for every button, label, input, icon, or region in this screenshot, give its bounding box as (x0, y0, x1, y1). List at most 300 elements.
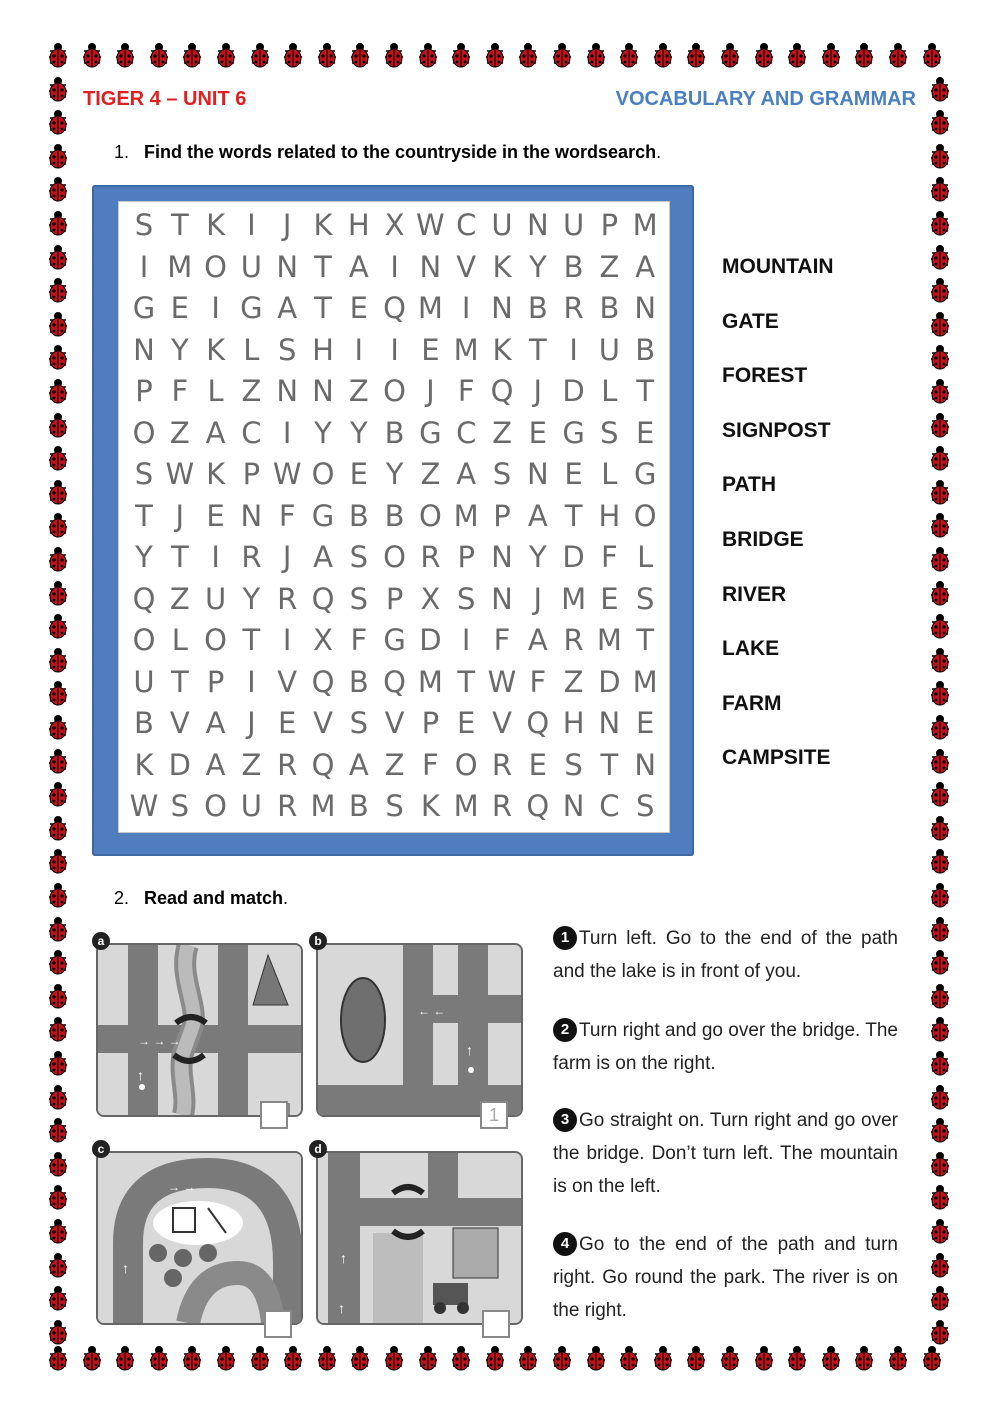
grid-letter[interactable]: M (417, 291, 443, 325)
grid-letter[interactable]: I (139, 249, 149, 284)
grid-letter[interactable]: V (492, 706, 512, 740)
grid-letter[interactable]: L (243, 332, 260, 367)
ladybug-icon (929, 882, 951, 908)
grid-letter[interactable]: G (311, 498, 335, 533)
grid-letter[interactable]: G (419, 415, 442, 450)
grid-letter[interactable]: U (204, 581, 227, 616)
grid-letter[interactable]: Y (242, 581, 261, 616)
grid-letter[interactable]: L (207, 374, 224, 408)
grid-letter[interactable]: P (457, 540, 475, 574)
grid-letter[interactable]: K (134, 747, 154, 782)
grid-letter[interactable]: V (456, 249, 477, 284)
grid-letter[interactable]: D (562, 540, 585, 574)
grid-letter[interactable]: D (562, 374, 585, 408)
grid-letter[interactable]: T (600, 747, 619, 782)
ladybug-icon (929, 445, 951, 471)
grid-letter[interactable]: T (314, 249, 332, 284)
grid-row (119, 246, 669, 288)
grid-letter[interactable]: Z (241, 747, 262, 782)
grid-letter[interactable]: S (277, 332, 297, 367)
ladybug-icon (719, 1345, 741, 1371)
grid-letter[interactable]: N (276, 374, 299, 408)
ladybug-icon (929, 412, 951, 438)
grid-letter[interactable]: M (453, 332, 479, 367)
grid-letter[interactable]: L (637, 540, 654, 574)
word-list-item: GATE (722, 309, 779, 333)
grid-letter[interactable]: S (170, 789, 189, 823)
grid-letter[interactable]: A (527, 623, 548, 657)
grid-letter[interactable]: P (600, 208, 619, 242)
ladybug-icon (47, 680, 69, 706)
grid-letter[interactable]: B (599, 291, 620, 325)
grid-letter[interactable]: N (491, 291, 513, 325)
grid-letter[interactable]: O (383, 540, 406, 574)
ladybug-icon (47, 1050, 69, 1076)
ladybug-icon (215, 1345, 237, 1371)
grid-letter[interactable]: H (347, 208, 370, 242)
grid-letter[interactable]: M (453, 498, 479, 533)
grid-letter[interactable]: M (596, 623, 622, 657)
grid-letter[interactable]: Z (348, 374, 369, 408)
grid-letter[interactable]: A (205, 706, 226, 740)
map-d-illustration (318, 1153, 521, 1323)
grid-letter[interactable]: Q (526, 706, 550, 740)
svg-text:↑: ↑ (137, 1067, 144, 1083)
grid-row (119, 329, 669, 371)
grid-letter[interactable]: Z (492, 415, 512, 450)
answer-box-d[interactable] (482, 1310, 510, 1338)
grid-letter[interactable]: I (211, 540, 220, 574)
grid-letter[interactable]: R (491, 789, 513, 823)
answer-box-c[interactable] (264, 1310, 292, 1338)
grid-letter[interactable]: C (456, 208, 477, 242)
grid-letter[interactable]: M (167, 249, 193, 284)
ladybug-icon (929, 1016, 951, 1042)
grid-letter[interactable]: T (528, 332, 547, 367)
grid-letter[interactable]: J (175, 498, 185, 533)
grid-letter[interactable]: O (204, 789, 227, 823)
grid-letter[interactable]: M (417, 664, 443, 699)
grid-letter[interactable]: M (561, 581, 587, 616)
picture-b (316, 943, 523, 1117)
grid-letter[interactable]: O (383, 374, 406, 408)
grid-letter[interactable]: R (491, 747, 513, 782)
grid-letter[interactable]: T (170, 540, 189, 574)
grid-letter[interactable]: Y (135, 540, 153, 574)
grid-letter[interactable]: E (170, 291, 189, 325)
grid-letter[interactable]: X (384, 208, 405, 242)
grid-letter[interactable]: O (454, 747, 478, 782)
ladybug-icon (47, 1151, 69, 1177)
grid-letter[interactable]: R (420, 540, 441, 574)
grid-letter[interactable]: B (348, 789, 369, 823)
grid-letter[interactable]: B (384, 415, 405, 450)
grid-letter[interactable]: S (385, 789, 404, 823)
grid-letter[interactable]: S (635, 789, 655, 823)
ladybug-icon (929, 1084, 951, 1110)
grid-letter[interactable]: E (278, 706, 297, 740)
word-list-item: BRIDGE (722, 528, 804, 551)
grid-letter[interactable]: E (206, 498, 225, 533)
svg-text:→ → →: → → → (138, 1034, 181, 1048)
exercise-1-text: Find the words related to the countryside in the wordsearch (144, 142, 657, 162)
ladybug-icon (929, 680, 951, 706)
grid-letter[interactable]: Y (170, 332, 189, 367)
grid-letter[interactable]: C (241, 415, 262, 450)
grid-letter[interactable]: Q (311, 664, 335, 699)
grid-letter[interactable]: F (529, 664, 547, 699)
grid-letter[interactable]: B (384, 498, 405, 533)
grid-letter[interactable]: I (247, 664, 256, 699)
grid-letter[interactable]: S (349, 540, 368, 574)
grid-letter[interactable]: B (527, 291, 548, 325)
ladybug-icon (929, 848, 951, 874)
grid-letter[interactable]: N (276, 249, 299, 284)
sentence-text: Go straight on. Turn right and go over the bridge. Don’t turn left. The mountain is on the left. (553, 1110, 898, 1197)
grid-letter[interactable]: L (601, 374, 618, 408)
grid-letter[interactable]: Z (420, 457, 441, 491)
grid-letter[interactable]: E (564, 457, 583, 491)
grid-letter[interactable]: S (635, 581, 655, 616)
grid-letter[interactable]: A (277, 291, 298, 325)
grid-letter[interactable]: N (562, 789, 585, 823)
grid-letter[interactable]: G (562, 415, 585, 450)
ladybug-icon (921, 1345, 943, 1371)
grid-letter[interactable]: N (419, 249, 442, 284)
grid-letter[interactable]: X (420, 581, 441, 616)
grid-letter[interactable]: C (599, 789, 620, 823)
grid-letter[interactable]: S (564, 747, 583, 782)
grid-letter[interactable]: A (635, 249, 656, 284)
wordsearch-grid[interactable] (118, 201, 670, 833)
grid-letter[interactable]: Q (311, 581, 335, 616)
grid-letter[interactable]: V (313, 706, 333, 740)
grid-letter[interactable]: W (272, 457, 302, 491)
ladybug-icon (921, 42, 943, 68)
grid-letter[interactable]: T (170, 208, 189, 242)
ladybug-icon (47, 983, 69, 1009)
grid-letter[interactable]: D (168, 747, 191, 782)
grid-letter[interactable]: F (278, 498, 296, 533)
grid-letter[interactable]: U (491, 208, 513, 242)
grid-letter[interactable]: Y (528, 540, 547, 574)
grid-letter[interactable]: P (493, 498, 511, 533)
answer-box-b[interactable]: 1 (480, 1101, 508, 1129)
grid-letter[interactable]: P (385, 581, 404, 616)
grid-letter[interactable]: G (383, 623, 406, 657)
grid-letter[interactable]: K (206, 208, 226, 242)
grid-letter[interactable]: F (350, 623, 368, 657)
grid-letter[interactable]: J (533, 581, 543, 616)
grid-letter[interactable]: A (205, 415, 226, 450)
grid-letter[interactable]: N (133, 332, 155, 367)
grid-letter[interactable]: E (528, 747, 547, 782)
grid-letter[interactable]: J (282, 208, 292, 242)
grid-letter[interactable]: Q (490, 374, 514, 408)
grid-letter[interactable]: S (456, 581, 476, 616)
grid-letter[interactable]: I (461, 291, 471, 325)
ladybug-icon (47, 244, 69, 270)
grid-letter[interactable]: O (311, 457, 335, 491)
ladybug-icon (853, 1345, 875, 1371)
grid-letter[interactable]: Y (349, 415, 368, 450)
ladybug-icon (249, 1345, 271, 1371)
grid-letter[interactable]: G (633, 457, 657, 491)
grid-letter[interactable]: F (601, 540, 618, 574)
grid-letter[interactable]: J (247, 706, 256, 740)
exercise-1-number: 1. (114, 142, 130, 162)
grid-letter[interactable]: I (569, 332, 578, 367)
ladybug-icon (929, 143, 951, 169)
ladybug-icon (929, 1252, 951, 1278)
grid-letter[interactable]: H (312, 332, 334, 367)
grid-letter[interactable]: D (419, 623, 442, 657)
grid-letter[interactable]: Z (169, 415, 190, 450)
grid-letter[interactable]: J (533, 374, 543, 408)
grid-letter[interactable]: S (600, 415, 619, 450)
map-c-illustration (98, 1153, 301, 1323)
grid-letter[interactable]: M (310, 789, 336, 823)
grid-letter[interactable]: J (282, 540, 292, 574)
ladybug-icon (47, 1252, 69, 1278)
grid-letter[interactable]: O (132, 415, 156, 450)
grid-letter[interactable]: Q (132, 581, 156, 616)
grid-letter[interactable]: B (348, 498, 369, 533)
grid-letter[interactable]: T (457, 664, 476, 699)
exercise-2-text: Read and match (144, 888, 284, 908)
grid-letter[interactable]: T (564, 498, 583, 533)
grid-letter[interactable]: N (526, 208, 549, 242)
grid-letter[interactable]: E (457, 706, 476, 740)
grid-letter[interactable]: A (348, 249, 369, 284)
grid-letter[interactable]: Z (241, 374, 262, 408)
exercise-2-instruction (114, 888, 288, 909)
grid-letter[interactable]: W (129, 789, 159, 823)
grid-letter[interactable]: P (206, 664, 225, 699)
grid-letter[interactable]: Q (311, 747, 335, 782)
ladybug-icon (47, 748, 69, 774)
ladybug-icon (929, 1184, 951, 1210)
grid-letter[interactable]: U (598, 332, 620, 367)
grid-letter[interactable]: Z (384, 747, 405, 782)
grid-letter[interactable]: O (204, 623, 227, 657)
grid-letter[interactable]: M (453, 789, 479, 823)
grid-letter[interactable]: N (491, 540, 513, 574)
ladybug-icon (929, 546, 951, 572)
grid-letter[interactable]: O (633, 498, 657, 533)
grid-letter[interactable]: T (170, 664, 189, 699)
grid-letter[interactable]: Y (385, 457, 404, 491)
grid-letter[interactable]: K (313, 208, 333, 242)
grid-letter[interactable]: E (636, 415, 655, 450)
grid-letter[interactable]: I (354, 332, 364, 367)
ladybug-icon (685, 1345, 707, 1371)
grid-row (119, 661, 669, 703)
grid-letter[interactable]: A (313, 540, 333, 574)
grid-letter[interactable]: L (601, 457, 618, 491)
ladybug-icon (47, 1084, 69, 1110)
grid-letter[interactable]: I (247, 208, 256, 242)
grid-letter[interactable]: M (632, 208, 658, 242)
grid-letter[interactable]: B (635, 332, 656, 367)
grid-letter[interactable]: H (598, 498, 621, 533)
grid-letter[interactable]: I (282, 623, 292, 657)
grid-letter[interactable]: B (348, 664, 369, 699)
grid-letter[interactable]: W (165, 457, 195, 491)
grid-letter[interactable]: T (314, 291, 332, 325)
grid-letter[interactable]: S (349, 706, 368, 740)
grid-letter[interactable]: Y (528, 249, 547, 284)
ladybug-icon (47, 1016, 69, 1042)
ladybug-icon (282, 42, 304, 68)
grid-letter[interactable]: S (134, 457, 154, 491)
grid-letter[interactable]: V (169, 706, 190, 740)
grid-letter[interactable]: S (134, 208, 154, 242)
ladybug-icon (383, 42, 405, 68)
grid-letter[interactable]: P (135, 374, 153, 408)
grid-letter[interactable]: U (133, 664, 155, 699)
grid-letter[interactable]: I (461, 623, 471, 657)
grid-letter[interactable]: Y (314, 415, 332, 450)
grid-letter[interactable]: K (420, 789, 440, 823)
grid-letter[interactable]: L (171, 623, 188, 657)
grid-letter[interactable]: F (457, 374, 475, 408)
grid-letter[interactable]: P (421, 706, 440, 740)
ladybug-icon (47, 76, 69, 102)
grid-letter[interactable]: K (206, 332, 226, 367)
grid-letter[interactable]: X (313, 623, 333, 657)
ladybug-icon (929, 378, 951, 404)
grid-letter[interactable]: C (456, 415, 477, 450)
grid-letter[interactable]: R (241, 540, 262, 574)
answer-box-a[interactable] (260, 1101, 288, 1129)
grid-letter[interactable]: U (240, 789, 262, 823)
grid-letter[interactable]: F (493, 623, 511, 657)
ladybug-icon (820, 42, 842, 68)
grid-letter[interactable]: U (240, 249, 262, 284)
ladybug-icon (929, 277, 951, 303)
grid-letter[interactable]: P (242, 457, 261, 491)
grid-letter[interactable]: K (206, 457, 226, 491)
grid-letter[interactable]: O (132, 623, 156, 657)
section-title: VOCABULARY AND GRAMMAR (615, 88, 916, 110)
grid-letter[interactable]: I (211, 291, 220, 325)
grid-row (119, 287, 669, 329)
grid-letter[interactable]: E (528, 415, 547, 450)
grid-letter[interactable]: T (242, 623, 261, 657)
grid-letter[interactable]: B (134, 706, 154, 740)
exercise-2-punct: . (283, 888, 289, 908)
grid-letter[interactable]: S (349, 581, 368, 616)
grid-letter[interactable]: Z (169, 581, 190, 616)
grid-letter[interactable]: G (240, 291, 263, 325)
grid-letter[interactable]: N (491, 581, 513, 616)
grid-letter[interactable]: N (598, 706, 621, 740)
grid-letter[interactable]: R (563, 291, 584, 325)
ladybug-icon (929, 176, 951, 202)
grid-letter[interactable]: R (563, 623, 584, 657)
grid-letter[interactable]: R (277, 789, 298, 823)
grid-letter[interactable]: Q (383, 291, 406, 325)
grid-letter[interactable]: W (487, 664, 517, 699)
grid-letter[interactable]: T (636, 623, 655, 657)
grid-letter[interactable]: D (598, 664, 621, 699)
ladybug-icon (47, 714, 69, 740)
grid-letter[interactable]: S (492, 457, 512, 491)
grid-letter[interactable]: N (634, 291, 657, 325)
grid-letter[interactable]: O (418, 498, 442, 533)
ladybug-icon (652, 42, 674, 68)
grid-letter[interactable]: U (562, 208, 585, 242)
grid-letter[interactable]: N (240, 498, 263, 533)
grid-letter[interactable]: I (282, 415, 292, 450)
grid-letter[interactable]: R (277, 747, 298, 782)
ladybug-icon (47, 882, 69, 908)
grid-letter[interactable]: K (492, 249, 512, 284)
grid-letter[interactable]: O (204, 249, 227, 284)
ladybug-icon (47, 445, 69, 471)
grid-letter[interactable]: H (562, 706, 585, 740)
grid-row (119, 578, 669, 620)
grid-letter[interactable]: T (636, 374, 655, 408)
grid-letter[interactable]: A (205, 747, 226, 782)
grid-letter[interactable]: V (384, 706, 405, 740)
svg-text:↑: ↑ (122, 1260, 129, 1276)
ladybug-icon (929, 244, 951, 270)
grid-letter[interactable]: N (312, 374, 334, 408)
grid-letter[interactable]: N (526, 457, 549, 491)
grid-letter[interactable]: E (421, 332, 440, 367)
grid-letter[interactable]: N (634, 747, 657, 782)
ladybug-icon (47, 546, 69, 572)
grid-letter[interactable]: E (349, 291, 368, 325)
ladybug-icon (929, 1117, 951, 1143)
ladybug-icon (929, 613, 951, 639)
grid-letter[interactable]: V (277, 664, 298, 699)
grid-letter[interactable]: G (132, 291, 156, 325)
ladybug-icon (47, 815, 69, 841)
grid-letter[interactable]: T (135, 498, 153, 533)
grid-letter[interactable]: I (390, 332, 399, 367)
grid-letter[interactable]: B (563, 249, 584, 284)
ladybug-icon (47, 1184, 69, 1210)
grid-letter[interactable]: A (456, 457, 477, 491)
grid-letter[interactable]: F (422, 747, 439, 782)
grid-letter[interactable]: W (416, 208, 445, 242)
grid-letter[interactable]: Z (599, 249, 620, 284)
grid-letter[interactable]: R (277, 581, 298, 616)
grid-letter[interactable]: Q (526, 789, 550, 823)
grid-letter[interactable]: E (636, 706, 655, 740)
picture-a (96, 943, 303, 1117)
ladybug-icon (887, 42, 909, 68)
grid-letter[interactable]: K (492, 332, 512, 367)
grid-letter[interactable]: A (348, 747, 369, 782)
grid-letter[interactable]: E (600, 581, 619, 616)
ladybug-icon (484, 1345, 506, 1371)
grid-letter[interactable]: Q (383, 664, 406, 699)
grid-letter[interactable]: A (527, 498, 548, 533)
grid-letter[interactable]: I (390, 249, 399, 284)
grid-letter[interactable]: Z (563, 664, 584, 699)
ladybug-icon (585, 42, 607, 68)
grid-letter[interactable]: F (171, 374, 189, 408)
grid-letter[interactable]: E (349, 457, 368, 491)
ladybug-icon (929, 647, 951, 673)
grid-letter[interactable]: M (632, 664, 658, 699)
grid-letter[interactable]: J (426, 374, 435, 408)
ladybug-icon (47, 949, 69, 975)
